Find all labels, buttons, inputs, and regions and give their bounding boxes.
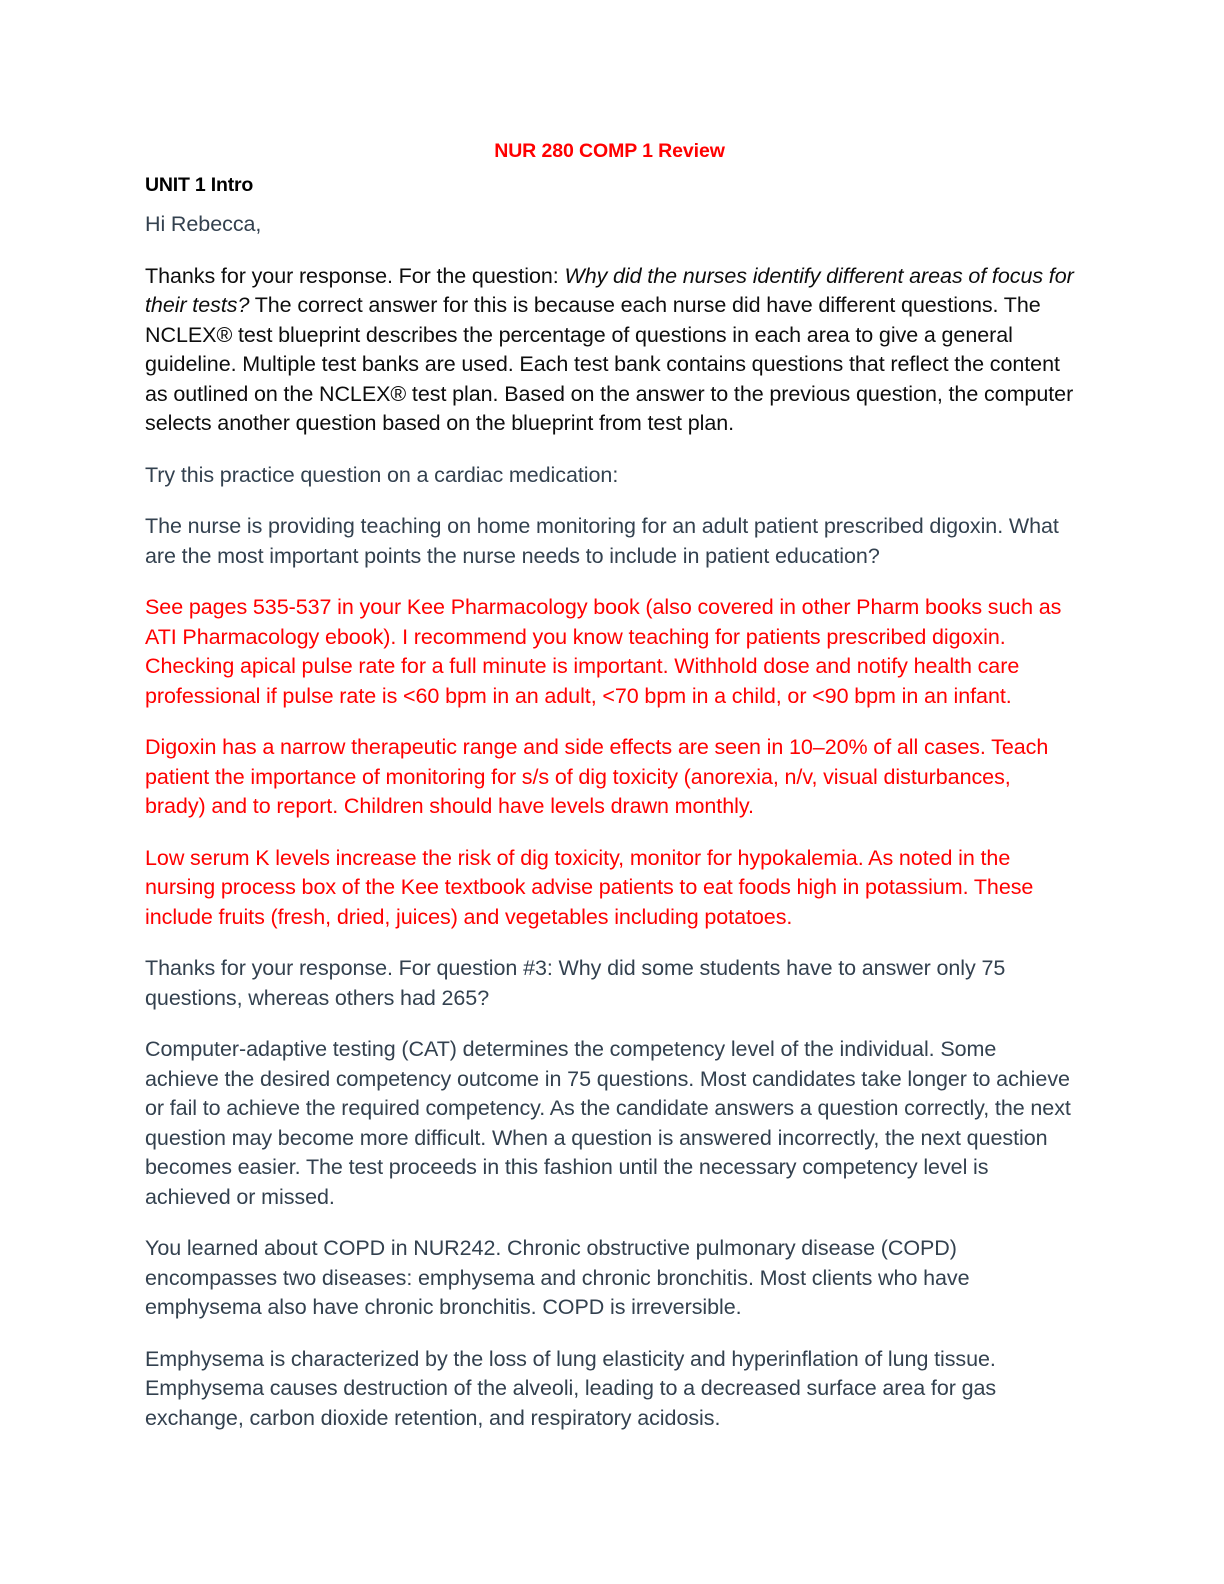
paragraph-digoxin-therapeutic-range: Digoxin has a narrow therapeutic range and side effects are seen in 10–20% of all cases. Teach patient the importance of monitoring for s/s of dig toxicity (anorexia, n/v, visual disturbances, brady) and to report. Children should have levels drawn monthly. <box>145 735 1049 818</box>
paragraph-emphysema: Emphysema is characterized by the loss of lung elasticity and hyperinflation of lung tissue. Emphysema causes destruction of the alveoli, leading to a decreased surface area for gas exchange, carbon dioxide retention, and respiratory acidosis. <box>145 1346 997 1430</box>
paragraph-lead-text: Thanks for your response. For the question: <box>145 263 565 288</box>
document-title: NUR 280 COMP 1 Review <box>494 140 725 162</box>
paragraph-copd: You learned about COPD in NUR242. Chronic obstructive pulmonary disease (COPD) encompasses two diseases: emphysema and chronic bronchitis. Most clients who have emphysema also have chronic bronchitis. COPD is irreversible. <box>145 1236 970 1319</box>
paragraph-try-practice: Try this practice question on a cardiac medication: <box>145 462 619 487</box>
paragraph-kee-pages: See pages 535-537 in your Kee Pharmacology book (also covered in other Pharm books such as ATI Pharmacology ebook). I recommend you know teaching for patients prescribed digoxin. Checking apical pulse rate for a full minute is important. Withhold dose and notify health care professional if pulse rate is <60 bpm in an adult, <70 bpm in a child, or <90 bpm in an infant. <box>145 595 1062 708</box>
paragraph-tail-text: The correct answer for this is because each nurse did have different questions. The NCLEX® test blueprint describes the percentage of questions in each area to give a general guideline. Multiple test banks are used. Each test bank contains questions that reflect the content as outlined on the NCLEX® test plan. Based on the answer to the previous question, the computer selects another question based on the blueprint from test plan. <box>145 293 1074 435</box>
paragraph-computer-adaptive-testing: Computer-adaptive testing (CAT) determines the competency level of the individual. Some achieve the desired competency outcome in 75 questions. Most candidates take longer to achieve or fail to achieve the required competency. As the candidate answers a question correctly, the next question may become more difficult. When a question is answered incorrectly, the next question becomes easier. The test proceeds in this fashion until the necessary competency level is achieved or missed. <box>145 1037 1071 1209</box>
section-heading-unit-1: UNIT 1 Intro <box>145 174 254 196</box>
paragraph-thanks-question <box>145 262 1074 439</box>
paragraph-italic-question: Why did the nurses identify different areas of focus for their tests? <box>145 263 1074 317</box>
paragraph-thanks-question-3: Thanks for your response. For question #3: Why did some students have to answer only 75 questions, whereas others had 265? <box>145 956 1006 1010</box>
greeting-line: Hi Rebecca, <box>145 212 262 236</box>
paragraph-potassium: Low serum K levels increase the risk of dig toxicity, monitor for hypokalemia. As noted in the nursing process box of the Kee textbook advise patients to eat foods high in potassium. These include fruits (fresh, dried, juices) and vegetables including potatoes. <box>145 845 1034 929</box>
paragraph-digoxin-question: The nurse is providing teaching on home monitoring for an adult patient prescribed digoxin. What are the most important points the nurse needs to include in patient education? <box>145 514 1059 568</box>
